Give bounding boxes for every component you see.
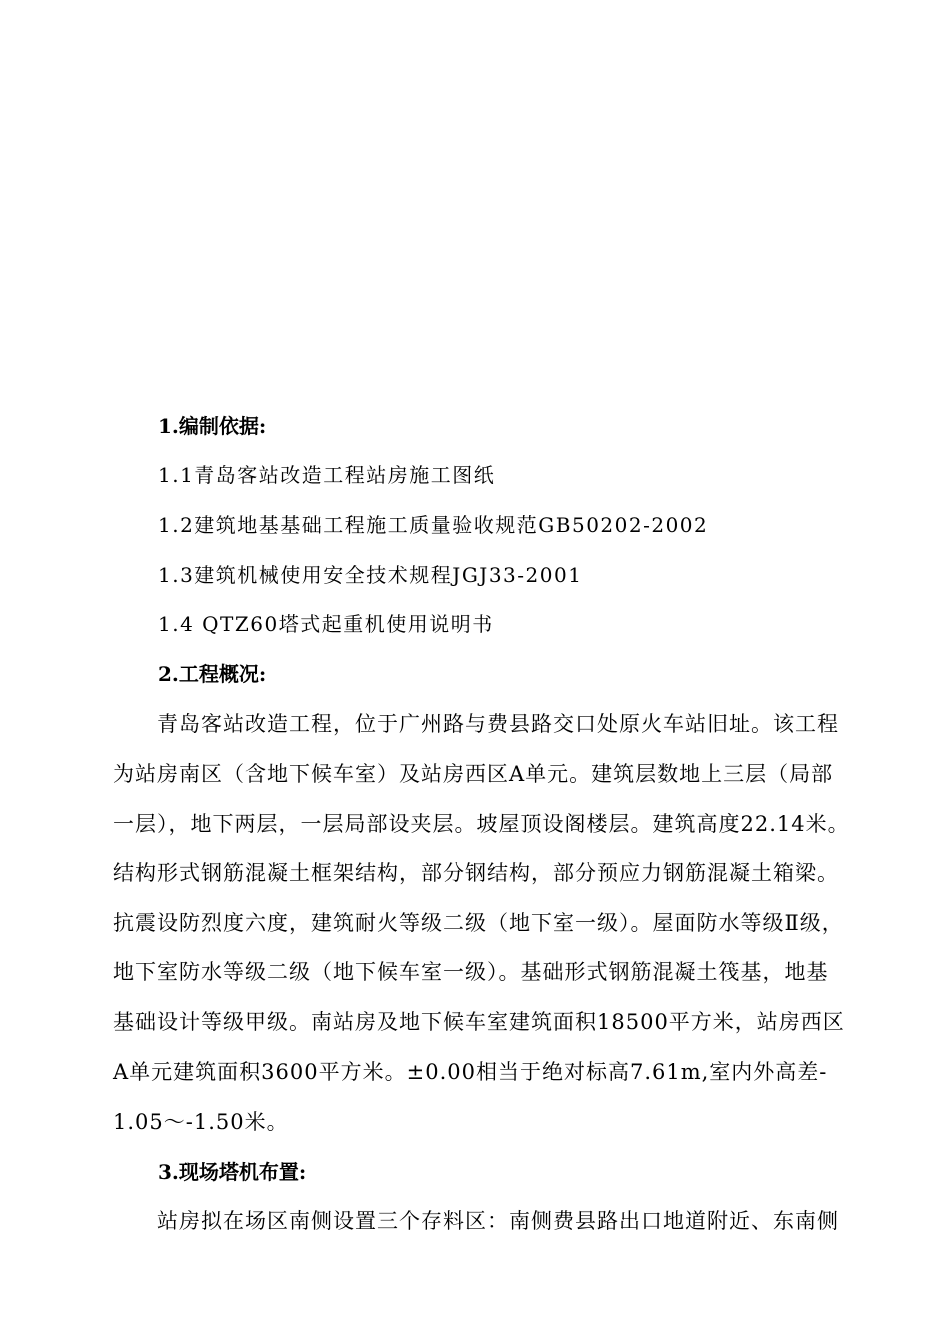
section-3-heading: 3.现场塔机布置:: [158, 1160, 307, 1184]
overview-line-2: 为站房南区（含地下候车室）及站房西区A单元。建筑层数地上三层（局部: [113, 762, 834, 786]
reference-item-1: 1.1青岛客站改造工程站房施工图纸: [158, 463, 496, 487]
overview-line-4: 结构形式钢筋混凝土框架结构，部分钢结构，部分预应力钢筋混凝土箱梁。: [113, 861, 839, 885]
reference-item-3: 1.3建筑机械使用安全技术规程JGJ33-2001: [158, 563, 583, 587]
section-1-heading: 1.编制依据:: [158, 414, 267, 438]
section-2-heading: 2.工程概况:: [158, 662, 267, 686]
overview-line-5: 抗震设防烈度六度，建筑耐火等级二级（地下室一级）。屋面防水等级Ⅱ级，: [113, 911, 844, 935]
overview-line-7: 基础设计等级甲级。南站房及地下候车室建筑面积18500平方米，站房西区: [113, 1010, 845, 1034]
overview-line-1: 青岛客站改造工程，位于广州路与费县路交口处原火车站旧址。该工程: [113, 712, 839, 736]
overview-line-6: 地下室防水等级二级（地下候车室一级）。基础形式钢筋混凝土筏基，地基: [113, 960, 829, 984]
layout-line-1: 站房拟在场区南侧设置三个存料区：南侧费县路出口地道附近、东南侧: [113, 1209, 839, 1233]
overview-line-3: 一层），地下两层，一层局部设夹层。坡屋顶设阁楼层。建筑高度22.14米。: [113, 812, 850, 836]
overview-line-8: A单元建筑面积3600平方米。±0.00相当于绝对标高7.61m,室内外高差-: [113, 1060, 828, 1084]
reference-item-2: 1.2建筑地基基础工程施工质量验收规范GB50202-2002: [158, 513, 709, 537]
overview-line-9: 1.05～-1.50米。: [113, 1110, 289, 1134]
reference-item-4: 1.4 QTZ60塔式起重机使用说明书: [158, 612, 494, 636]
